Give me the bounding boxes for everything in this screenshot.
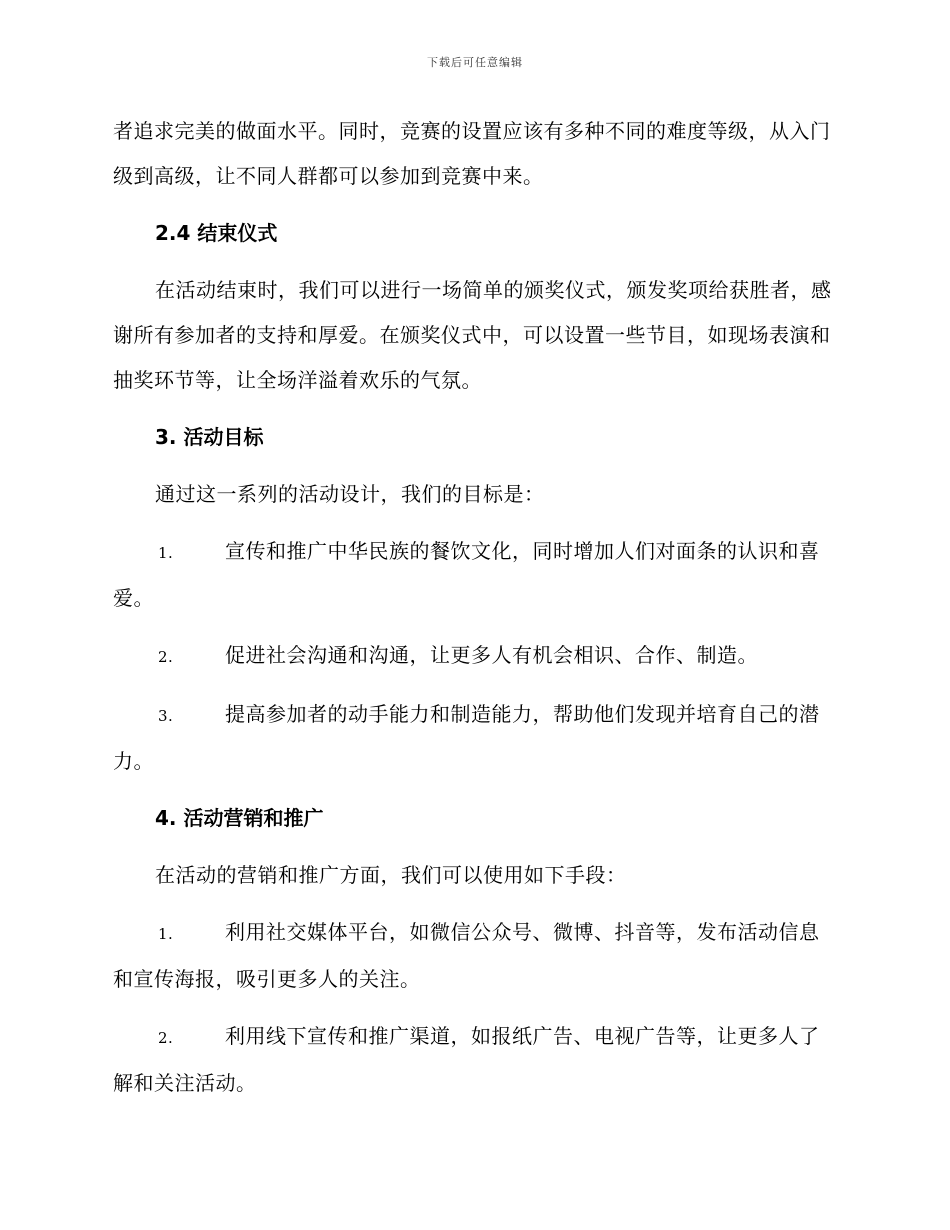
list-item-text: 提高参加者的动手能力和制造能力，帮助他们发现并培育自己的潜力。 bbox=[113, 702, 820, 773]
heading-activity-goals: 3. 活动目标 bbox=[155, 425, 264, 449]
paragraph-marketing-intro: 在活动的营销和推广方面，我们可以使用如下手段： bbox=[155, 863, 627, 887]
list-item bbox=[113, 692, 837, 784]
list-item-text: 宣传和推广中华民族的餐饮文化，同时增加人们对面条的认识和喜爱。 bbox=[113, 539, 820, 610]
list-item bbox=[113, 1014, 837, 1106]
document-body bbox=[113, 109, 837, 1118]
heading-marketing-promotion: 4. 活动营销和推广 bbox=[155, 806, 324, 830]
list-item-text: 利用社交媒体平台，如微信公众号、微博、抖音等，发布活动信息和宣传海报，吸引更多人的关注。 bbox=[113, 920, 820, 991]
list-item-number: 1. bbox=[158, 544, 174, 562]
page-header-note: 下载后可任意编辑 bbox=[427, 56, 523, 69]
list-item-number: 3. bbox=[158, 707, 174, 725]
list-item bbox=[113, 633, 837, 680]
list-item-number: 1. bbox=[158, 925, 174, 943]
paragraph-goals-intro: 通过这一系列的活动设计，我们的目标是： bbox=[155, 482, 545, 506]
list-item-number: 2. bbox=[158, 648, 174, 666]
list-item bbox=[113, 910, 837, 1002]
list-item-text: 促进社会沟通和沟通，让更多人有机会相识、合作、制造。 bbox=[225, 643, 758, 667]
heading-closing-ceremony: 2.4 结束仪式 bbox=[155, 221, 278, 245]
paragraph-competition-levels: 者追求完美的做面水平。同时，竞赛的设置应该有多种不同的难度等级，从入门级到高级，让不同人群都可以参加到竞赛中来。 bbox=[113, 119, 831, 188]
list-item-text: 利用线下宣传和推广渠道，如报纸广告、电视广告等，让更多人了解和关注活动。 bbox=[113, 1024, 820, 1095]
list-item-number: 2. bbox=[158, 1029, 174, 1047]
list-item bbox=[113, 529, 837, 621]
paragraph-closing-ceremony: 在活动结束时，我们可以进行一场简单的颁奖仪式，颁发奖项给获胜者，感谢所有参加者的支持和厚爱。在颁奖仪式中，可以设置一些节目，如现场表演和抽奖环节等，让全场洋溢着欢乐的气氛。 bbox=[113, 278, 832, 392]
